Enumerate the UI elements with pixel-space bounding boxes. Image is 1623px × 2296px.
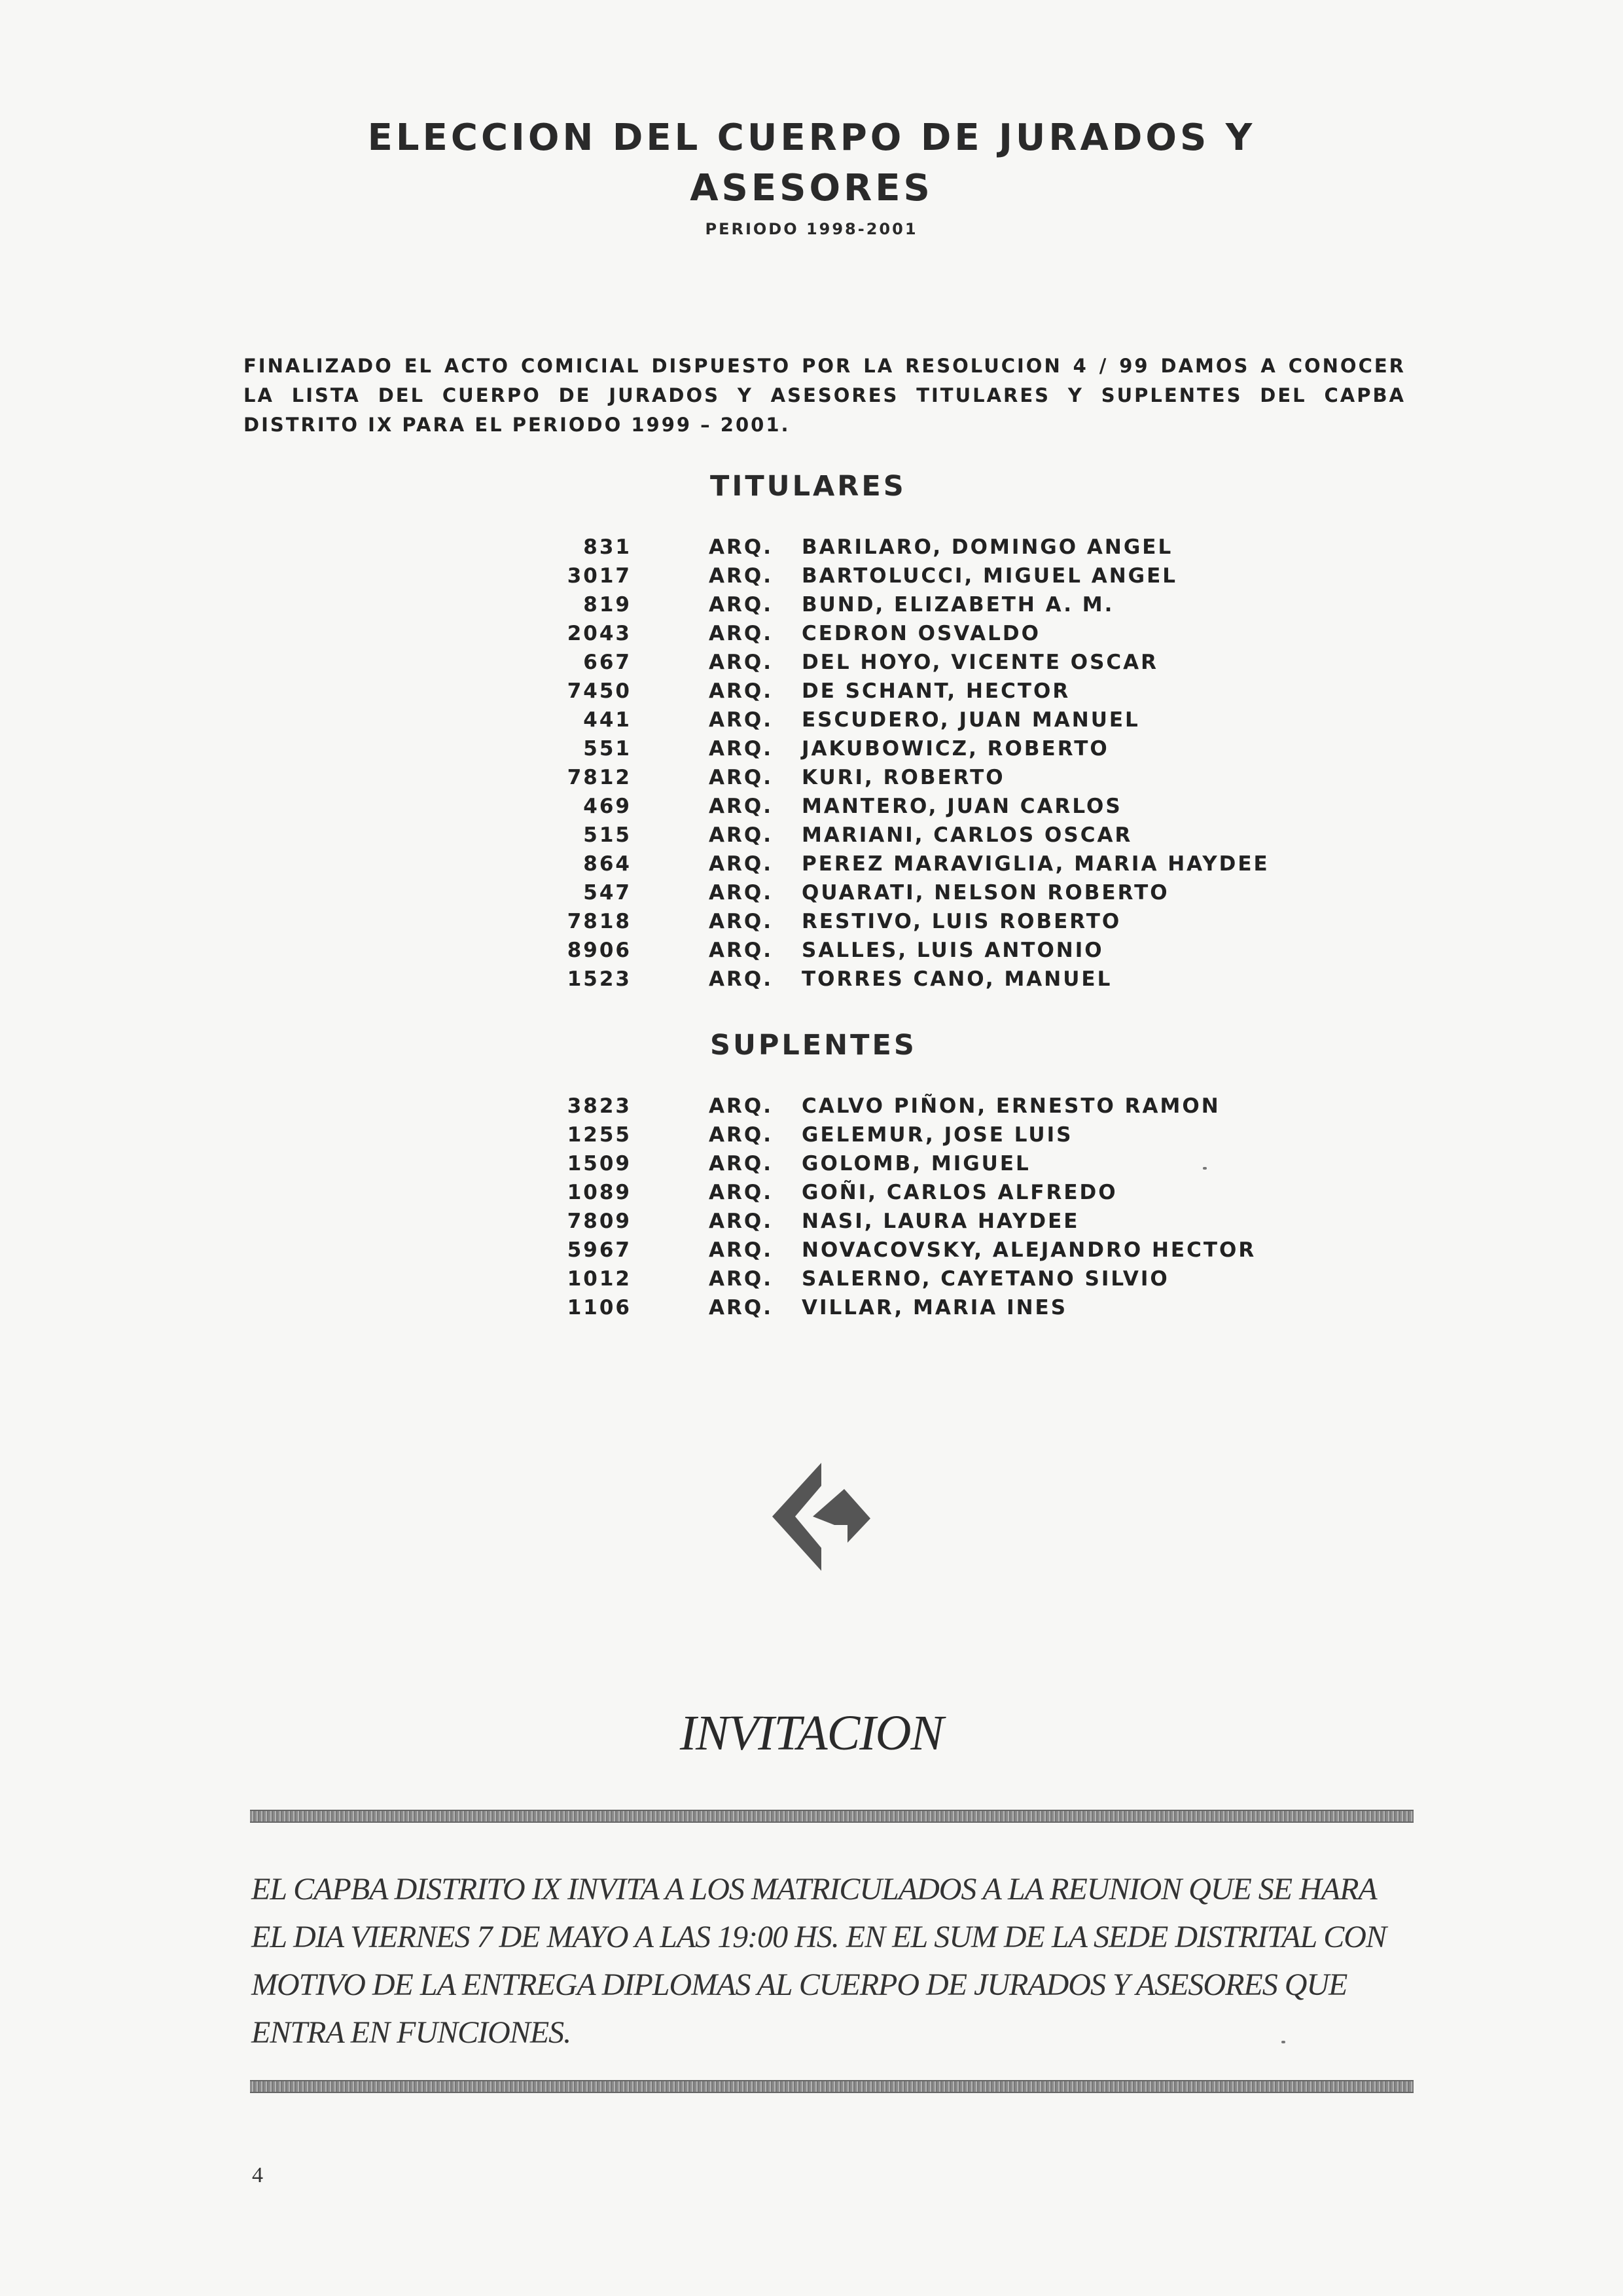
title-line-2: ASESORES	[690, 167, 933, 209]
member-title: ARQ.	[709, 1296, 773, 1319]
member-name: ESCUDERO, JUAN MANUEL	[802, 708, 1140, 732]
member-number: 7812	[567, 766, 632, 789]
member-name: RESTIVO, LUIS ROBERTO	[802, 910, 1122, 933]
capba-logo-icon	[772, 1463, 870, 1571]
member-name: NASI, LAURA HAYDEE	[802, 1210, 1080, 1233]
list-item	[0, 823, 1623, 852]
member-title: ARQ.	[709, 1094, 773, 1118]
member-name: MANTERO, JUAN CARLOS	[802, 795, 1122, 818]
member-number: 469	[583, 795, 632, 818]
member-number: 441	[583, 708, 632, 732]
title-line-1: ELECCION DEL CUERPO DE JURADOS Y	[367, 117, 1256, 159]
member-number: 667	[583, 651, 632, 674]
list-item	[0, 1094, 1623, 1123]
member-number: 1106	[567, 1296, 632, 1319]
list-item	[0, 708, 1623, 737]
member-name: BARTOLUCCI, MIGUEL ANGEL	[802, 564, 1178, 588]
member-title: ARQ.	[709, 1123, 773, 1147]
member-number: 1012	[567, 1267, 632, 1291]
member-title: ARQ.	[709, 1152, 773, 1175]
member-name: BUND, ELIZABETH A. M.	[802, 593, 1115, 617]
member-title: ARQ.	[709, 679, 773, 703]
list-item	[0, 737, 1623, 766]
list-item	[0, 622, 1623, 651]
list-item	[0, 1267, 1623, 1296]
member-name: GELEMUR, JOSE LUIS	[802, 1123, 1073, 1147]
member-name: DEL HOYO, VICENTE OSCAR	[802, 651, 1159, 674]
member-title: ARQ.	[709, 535, 773, 559]
member-number: 831	[583, 535, 632, 559]
member-number: 819	[583, 593, 632, 617]
member-title: ARQ.	[709, 881, 773, 905]
member-number: 515	[583, 823, 632, 847]
member-number: 8906	[567, 939, 632, 962]
member-title: ARQ.	[709, 852, 773, 876]
member-name: GOLOMB, MIGUEL	[802, 1152, 1031, 1175]
invitation-title: INVITACION	[679, 1706, 944, 1761]
member-name: NOVACOVSKY, ALEJANDRO HECTOR	[802, 1238, 1257, 1262]
page-number: 4	[252, 2163, 263, 2187]
member-title: ARQ.	[709, 593, 773, 617]
list-item	[0, 1123, 1623, 1152]
member-title: ARQ.	[709, 910, 773, 933]
scan-speck	[1281, 2041, 1285, 2043]
divider-bottom	[250, 2080, 1414, 2093]
member-number: 7809	[567, 1210, 632, 1233]
member-number: 3017	[567, 564, 632, 588]
member-name: PEREZ MARAVIGLIA, MARIA HAYDEE	[802, 852, 1270, 876]
titulares-heading: TITULARES	[710, 470, 906, 503]
list-item	[0, 939, 1623, 967]
scan-speck	[1203, 1167, 1207, 1170]
titulares-list	[0, 535, 1623, 996]
list-item	[0, 766, 1623, 795]
member-title: ARQ.	[709, 967, 773, 991]
member-name: JAKUBOWICZ, ROBERTO	[802, 737, 1109, 761]
member-title: ARQ.	[709, 939, 773, 962]
list-item	[0, 795, 1623, 823]
list-item	[0, 852, 1623, 881]
member-title: ARQ.	[709, 823, 773, 847]
list-item	[0, 1238, 1623, 1267]
list-item	[0, 651, 1623, 679]
member-title: ARQ.	[709, 766, 773, 789]
suplentes-list	[0, 1094, 1623, 1325]
list-item	[0, 1152, 1623, 1181]
list-item	[0, 1296, 1623, 1325]
member-title: ARQ.	[709, 564, 773, 588]
member-name: SALERNO, CAYETANO SILVIO	[802, 1267, 1169, 1291]
suplentes-heading: SUPLENTES	[710, 1029, 917, 1062]
member-number: 2043	[567, 622, 632, 645]
member-number: 1255	[567, 1123, 632, 1147]
member-title: ARQ.	[709, 737, 773, 761]
list-item	[0, 564, 1623, 593]
divider-top	[250, 1810, 1414, 1823]
list-item	[0, 679, 1623, 708]
member-number: 1523	[567, 967, 632, 991]
list-item	[0, 881, 1623, 910]
member-title: ARQ.	[709, 1210, 773, 1233]
list-item	[0, 910, 1623, 939]
member-name: CALVO PIÑON, ERNESTO RAMON	[802, 1094, 1221, 1118]
member-number: 3823	[567, 1094, 632, 1118]
list-item	[0, 593, 1623, 622]
member-title: ARQ.	[709, 1238, 773, 1262]
member-number: 547	[583, 881, 632, 905]
member-number: 551	[583, 737, 632, 761]
member-title: ARQ.	[709, 795, 773, 818]
member-title: ARQ.	[709, 651, 773, 674]
member-number: 7818	[567, 910, 632, 933]
list-item	[0, 535, 1623, 564]
list-item	[0, 967, 1623, 996]
member-name: CEDRON OSVALDO	[802, 622, 1041, 645]
invitation-body: EL CAPBA DISTRITO IX INVITA A LOS MATRICULADOS A LA REUNION QUE SE HARA EL DIA VIERNES 7 DE MAYO A LAS 19:00 HS. EN EL SUM DE LA SEDE DISTRITAL CON MOTIVO DE LA ENTREGA DIPLOMAS AL CUERPO DE JURADOS Y ASESORES QUE ENTRA EN FUNCIONES.	[251, 1872, 1386, 2050]
member-number: 1089	[567, 1181, 632, 1204]
member-title: ARQ.	[709, 1267, 773, 1291]
member-title: ARQ.	[709, 622, 773, 645]
member-title: ARQ.	[709, 708, 773, 732]
intro-paragraph: FINALIZADO EL ACTO COMICIAL DISPUESTO POR LA RESOLUCION 4 / 99 DAMOS A CONOCER LA LISTA DEL CUERPO DE JURADOS Y ASESORES TITULARES Y SUPLENTES DEL CAPBA DISTRITO IX PARA EL PERIODO 1999 – 2001.	[243, 355, 1406, 436]
period-subtitle: PERIODO 1998-2001	[705, 220, 918, 238]
member-number: 864	[583, 852, 632, 876]
list-item	[0, 1181, 1623, 1210]
member-name: GOÑI, CARLOS ALFREDO	[802, 1181, 1118, 1204]
member-name: SALLES, LUIS ANTONIO	[802, 939, 1104, 962]
member-name: TORRES CANO, MANUEL	[802, 967, 1113, 991]
member-name: MARIANI, CARLOS OSCAR	[802, 823, 1133, 847]
member-name: QUARATI, NELSON ROBERTO	[802, 881, 1169, 905]
member-title: ARQ.	[709, 1181, 773, 1204]
member-name: VILLAR, MARIA INES	[802, 1296, 1068, 1319]
member-name: DE SCHANT, HECTOR	[802, 679, 1071, 703]
list-item	[0, 1210, 1623, 1238]
member-number: 5967	[567, 1238, 632, 1262]
member-name: BARILARO, DOMINGO ANGEL	[802, 535, 1173, 559]
member-name: KURI, ROBERTO	[802, 766, 1005, 789]
member-number: 7450	[567, 679, 632, 703]
member-number: 1509	[567, 1152, 632, 1175]
